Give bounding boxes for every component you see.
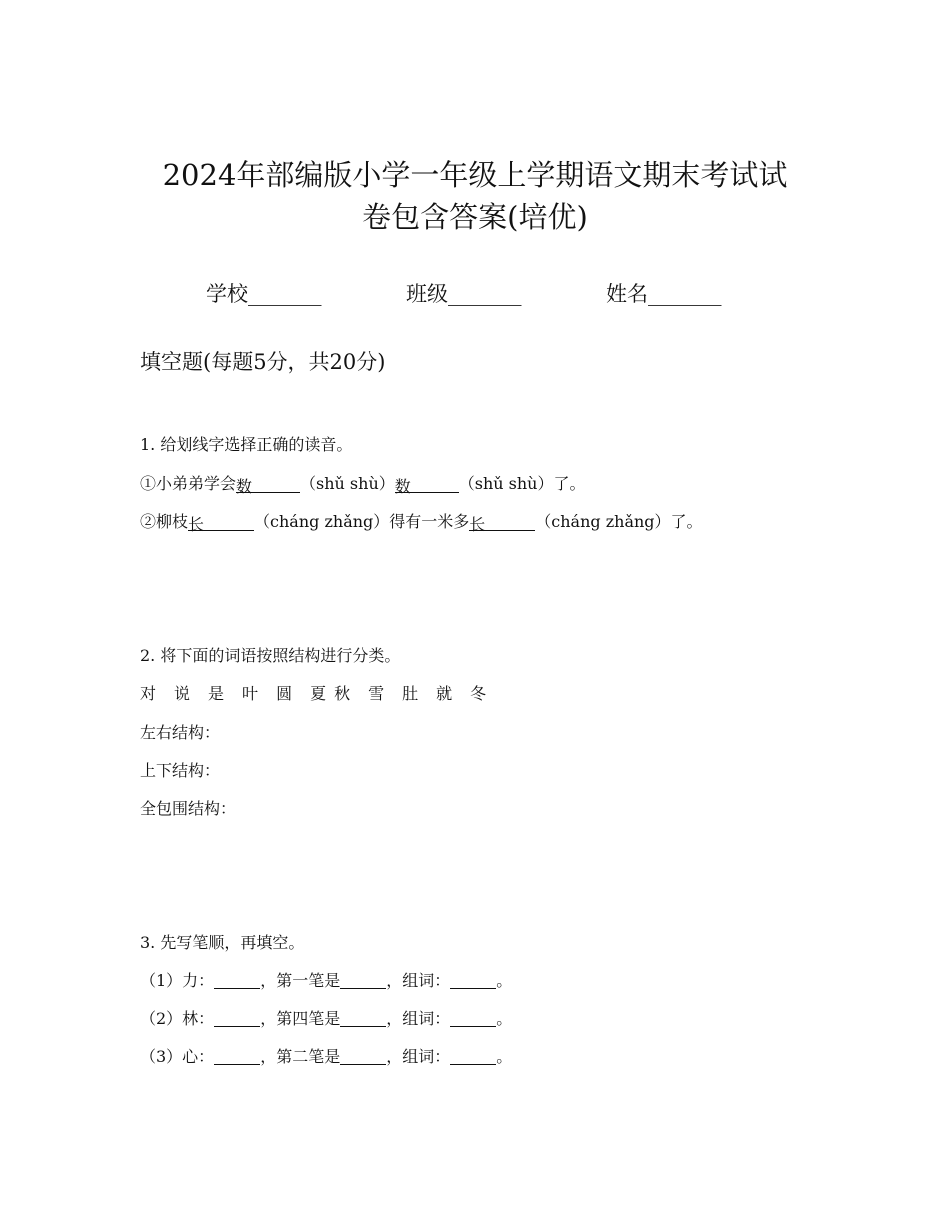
q3-r2-c: ，组词：	[386, 1009, 451, 1028]
section-title: 填空题(每题5分，共20分)	[140, 350, 386, 374]
answer-blank[interactable]	[214, 1008, 260, 1027]
q1-l1-underlined-1: 数	[236, 474, 300, 493]
q3-row-2	[140, 1006, 512, 1029]
q3-r3-d: 。	[496, 1047, 513, 1066]
answer-blank[interactable]	[340, 1046, 386, 1065]
q3-r3-a: （3）心：	[140, 1047, 215, 1066]
q3-r3-b: ，第二笔是	[260, 1047, 341, 1066]
q1-l2-underlined-1: 长	[188, 512, 254, 531]
q3-r1-b: ，第一笔是	[260, 971, 341, 990]
q3-heading: 3. 先写笔顺，再填空。	[140, 933, 305, 952]
q1-l1-underlined-2: 数	[395, 474, 459, 493]
q3-row-3	[140, 1044, 512, 1067]
q2-char: 肚	[402, 684, 419, 703]
q2-char: 雪	[368, 684, 385, 703]
q2-character-list	[140, 681, 504, 704]
school-field: 学校_______	[206, 282, 322, 306]
answer-blank[interactable]	[214, 1046, 260, 1065]
q3-row-1	[140, 968, 512, 991]
name-field: 姓名_______	[606, 282, 722, 306]
q3-r1-a: （1）力：	[140, 971, 215, 990]
q2-left-right-label: 左右结构：	[140, 723, 221, 742]
q2-top-bottom-label: 上下结构：	[140, 761, 221, 780]
q3-r3-c: ，组词：	[386, 1047, 451, 1066]
q3-r1-c: ，组词：	[386, 971, 451, 990]
q2-enclosed-label: 全包围结构：	[140, 799, 237, 818]
class-field: 班级_______	[406, 282, 522, 306]
q3-r1-d: 。	[496, 971, 513, 990]
q2-char: 是	[208, 684, 225, 703]
q1-line-1	[140, 471, 585, 494]
q1-l1-text-b: （shǔ shù）	[300, 474, 395, 493]
answer-blank[interactable]	[450, 970, 496, 989]
q1-l2-text-b: （cháng zhǎng）得有一米多	[254, 512, 470, 531]
q1-l2-text-a: ②柳枝	[140, 512, 189, 531]
page-title-line-2: 卷包含答案(培优)	[362, 200, 588, 234]
answer-blank[interactable]	[214, 970, 260, 989]
q1-l1-text-c: （shǔ shù）了。	[458, 474, 586, 493]
answer-blank[interactable]	[450, 1046, 496, 1065]
q1-l2-text-c: （cháng zhǎng）了。	[535, 512, 703, 531]
q2-char: 就	[436, 684, 453, 703]
q1-l1-text-a: ①小弟弟学会	[140, 474, 237, 493]
q1-heading: 1. 给划线字选择正确的读音。	[140, 435, 353, 454]
q2-char: 秋	[334, 684, 351, 703]
q1-line-2	[140, 509, 703, 532]
q1-l2-underlined-2: 长	[469, 512, 535, 531]
q2-char: 叶	[242, 684, 259, 703]
q3-r2-a: （2）林：	[140, 1009, 215, 1028]
q2-char: 冬	[470, 684, 487, 703]
answer-blank[interactable]	[340, 1008, 386, 1027]
q2-heading: 2. 将下面的词语按照结构进行分类。	[140, 646, 401, 665]
q3-r2-b: ，第四笔是	[260, 1009, 341, 1028]
q2-char: 圆	[276, 684, 293, 703]
answer-blank[interactable]	[340, 970, 386, 989]
q2-char: 说	[174, 684, 191, 703]
q3-r2-d: 。	[496, 1009, 513, 1028]
answer-blank[interactable]	[450, 1008, 496, 1027]
page-title-line-1: 2024年部编版小学一年级上学期语文期末考试试	[162, 158, 788, 192]
q2-char: 夏	[310, 684, 327, 703]
q2-char: 对	[140, 684, 157, 703]
